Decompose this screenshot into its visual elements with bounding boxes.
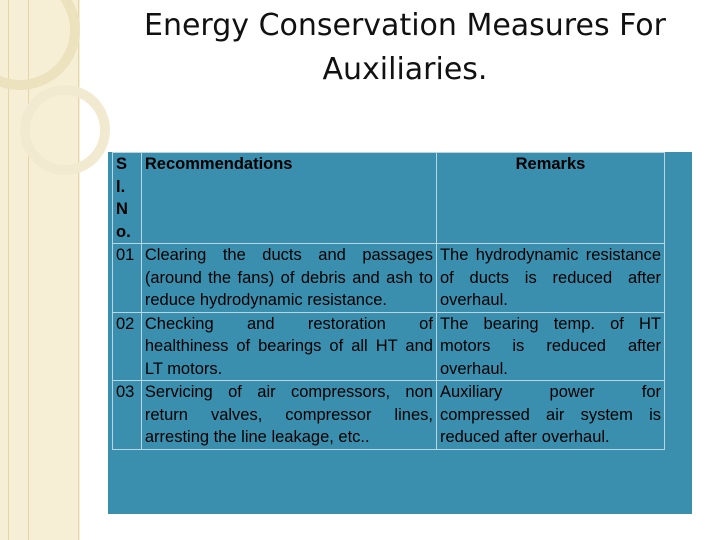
table-row xyxy=(113,244,665,313)
row-number: 01 xyxy=(113,244,142,313)
header-recommendations: Recommendations xyxy=(141,153,436,244)
row-remark: The bearing temp. of HT motors is reduced after overhaul. xyxy=(436,312,664,381)
row-number: 03 xyxy=(113,381,142,450)
row-number: 02 xyxy=(113,312,142,381)
header-sl-no: Sl. No. xyxy=(113,153,142,244)
row-recommendation: Clearing the ducts and passages (around the fans) of debris and ash to reduce hydrodynamic resistance. xyxy=(141,244,436,313)
table-header-row xyxy=(113,153,665,244)
table-row xyxy=(113,381,665,450)
slide-title xyxy=(100,4,710,92)
header-remarks: Remarks xyxy=(436,153,664,244)
decorative-ring xyxy=(0,0,80,90)
recommendations-table xyxy=(112,152,665,450)
table-row xyxy=(113,312,665,381)
slide-title-line-1: Energy Conservation Measures For xyxy=(144,8,666,43)
decorative-line xyxy=(78,0,79,540)
decorative-ring xyxy=(20,85,110,175)
row-remark: The hydrodynamic resistance of ducts is reduced after overhaul. xyxy=(436,244,664,313)
row-recommendation: Checking and restoration of healthiness of bearings of all HT and LT motors. xyxy=(141,312,436,381)
recommendations-table-panel xyxy=(108,152,692,514)
row-recommendation: Servicing of air compressors, non return valves, compressor lines, arresting the line leakage, etc.. xyxy=(141,381,436,450)
row-remark: Auxiliary power for compressed air system is reduced after overhaul. xyxy=(436,381,664,450)
decorative-side-strip xyxy=(0,0,80,540)
slide-title-line-2: Auxiliaries. xyxy=(322,52,488,87)
